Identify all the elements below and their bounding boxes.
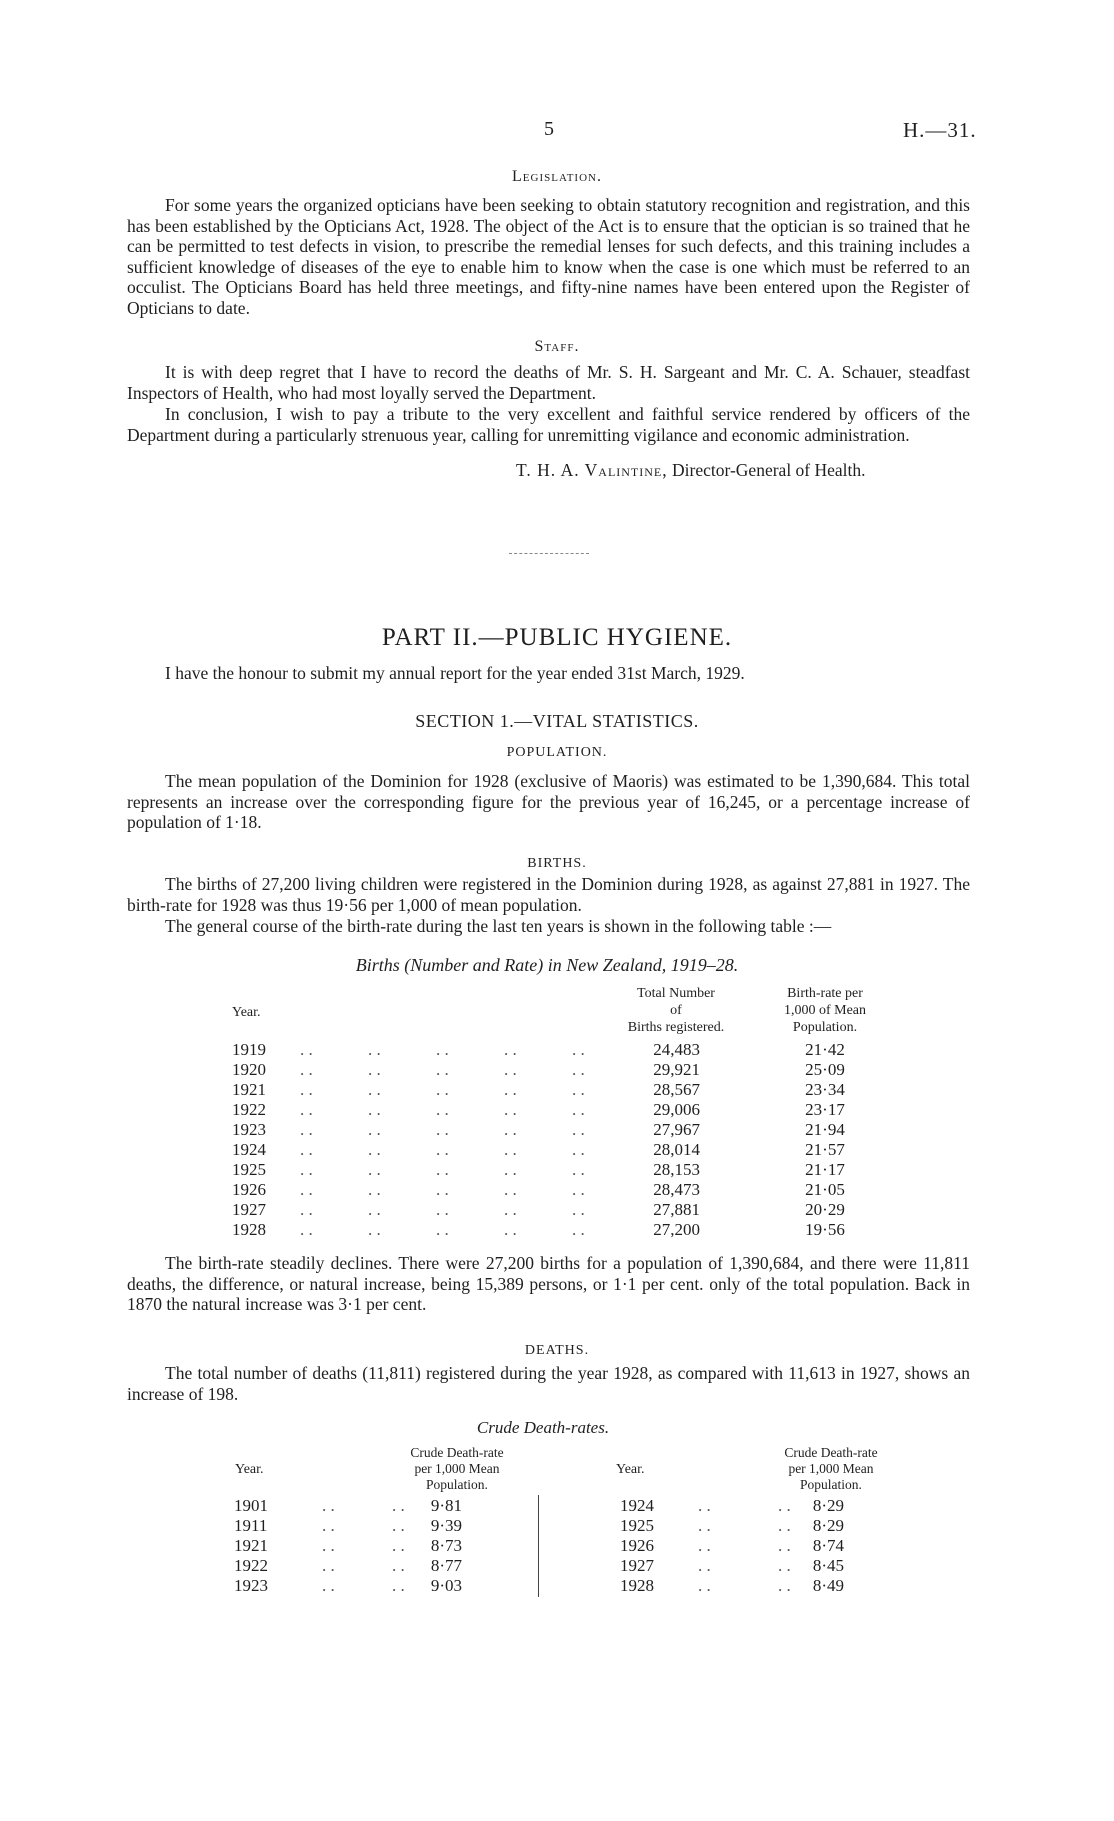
death-table bbox=[232, 1445, 912, 1605]
leader-dots: . . bbox=[392, 1536, 405, 1555]
page-number: 5 bbox=[544, 118, 554, 140]
row-year-left: 1921 bbox=[234, 1536, 268, 1555]
table-row bbox=[232, 1200, 892, 1220]
deaths-paragraph: The total number of deaths (11,811) registered during the year 1928, as compared with 11,613 in 1927, shows an increase of 198. bbox=[127, 1363, 970, 1404]
leader-dots: . . bbox=[300, 1080, 313, 1099]
death-col-rate-left-line-1: Crude Death-rate bbox=[410, 1445, 504, 1460]
births-col-rate bbox=[762, 985, 888, 1036]
leader-dots: . . bbox=[698, 1536, 711, 1555]
leader-dots: . . bbox=[300, 1140, 313, 1159]
row-rate-left: 9·39 bbox=[430, 1516, 462, 1535]
leader-dots: . . bbox=[300, 1100, 313, 1119]
row-rate: 21·94 bbox=[805, 1120, 845, 1139]
table-row bbox=[232, 1576, 912, 1596]
leader-dots: . . bbox=[698, 1516, 711, 1535]
death-col-year-left: Year. bbox=[235, 1462, 264, 1477]
leader-dots: . . bbox=[778, 1556, 791, 1575]
deaths-heading: DEATHS. bbox=[524, 1343, 590, 1358]
part-intro: I have the honour to submit my annual report for the year ended 31st March, 1929. bbox=[165, 663, 745, 683]
births-paragraph: The births of 27,200 living children were registered in the Dominion during 1928, as against 27,881 in 1927. The birth-rate for 1928 was thus 19·56 per 1,000 of mean population. bbox=[127, 874, 970, 915]
leader-dots: . . bbox=[504, 1040, 517, 1059]
leader-dots: . . bbox=[436, 1100, 449, 1119]
row-rate-left: 9·81 bbox=[430, 1496, 462, 1515]
leader-dots: . . bbox=[300, 1060, 313, 1079]
leader-dots: . . bbox=[300, 1160, 313, 1179]
leader-dots: . . bbox=[368, 1120, 381, 1139]
staff-heading: Staff. bbox=[534, 338, 580, 355]
table-row bbox=[232, 1040, 892, 1060]
leader-dots: . . bbox=[322, 1556, 335, 1575]
row-rate: 21·57 bbox=[805, 1140, 845, 1159]
births-table-intro: The general course of the birth-rate during the last ten years is shown in the following table :— bbox=[165, 916, 832, 936]
table-row bbox=[232, 1120, 892, 1140]
table-row bbox=[232, 1536, 912, 1556]
leader-dots: . . bbox=[504, 1200, 517, 1219]
row-year-left: 1923 bbox=[234, 1576, 268, 1595]
row-year-right: 1925 bbox=[620, 1516, 654, 1535]
births-col-total-line-2: of bbox=[670, 1003, 682, 1018]
leader-dots: . . bbox=[368, 1040, 381, 1059]
death-col-year-right: Year. bbox=[616, 1462, 645, 1477]
leader-dots: . . bbox=[368, 1200, 381, 1219]
leader-dots: . . bbox=[778, 1516, 791, 1535]
births-followup-paragraph: The birth-rate steadily declines. There were 27,200 births for a population of 1,390,684, and there were 11,811 deaths, the difference, or natural increase, being 15,389 persons, or 1·1 per cent. only of the total population. Back in 1870 the natural increase was 3·1 per cent. bbox=[127, 1253, 970, 1314]
leader-dots: . . bbox=[572, 1220, 585, 1239]
row-year: 1919 bbox=[232, 1040, 266, 1059]
staff-paragraph: It is with deep regret that I have to record the deaths of Mr. S. H. Sargeant and Mr. C. A. Schauer, steadfast Inspectors of Health, who had most loyally served the Department. bbox=[127, 362, 970, 403]
leader-dots: . . bbox=[392, 1576, 405, 1595]
leader-dots: . . bbox=[504, 1140, 517, 1159]
births-col-total bbox=[606, 985, 746, 1036]
table-row bbox=[232, 1060, 892, 1080]
row-rate-right: 8·29 bbox=[812, 1516, 844, 1535]
death-col-rate-right-line-3: Population. bbox=[800, 1477, 862, 1492]
row-rate-right: 8·29 bbox=[812, 1496, 844, 1515]
table-row bbox=[232, 1556, 912, 1576]
leader-dots: . . bbox=[392, 1516, 405, 1535]
leader-dots: . . bbox=[436, 1120, 449, 1139]
births-col-rate-line-1: Birth-rate per bbox=[787, 986, 863, 1001]
row-total: 29,921 bbox=[653, 1060, 700, 1079]
leader-dots: . . bbox=[572, 1200, 585, 1219]
signature bbox=[516, 460, 866, 481]
death-table-caption: Crude Death-rates. bbox=[476, 1418, 610, 1437]
leader-dots: . . bbox=[436, 1160, 449, 1179]
signature-name: T. H. A. Valintine, bbox=[516, 460, 668, 480]
leader-dots: . . bbox=[436, 1140, 449, 1159]
leader-dots: . . bbox=[300, 1180, 313, 1199]
leader-dots: . . bbox=[392, 1496, 405, 1515]
row-year-right: 1924 bbox=[620, 1496, 654, 1515]
births-table bbox=[232, 985, 892, 1245]
row-year: 1922 bbox=[232, 1100, 266, 1119]
row-total: 24,483 bbox=[653, 1040, 700, 1059]
row-total: 28,014 bbox=[653, 1140, 700, 1159]
death-col-rate-left-line-2: per 1,000 Mean bbox=[414, 1461, 500, 1476]
part-title: PART II.—PUBLIC HYGIENE. bbox=[381, 624, 733, 651]
row-rate: 23·17 bbox=[805, 1100, 845, 1119]
leader-dots: . . bbox=[504, 1220, 517, 1239]
births-col-total-line-3: Births registered. bbox=[627, 1020, 725, 1035]
leader-dots: . . bbox=[504, 1120, 517, 1139]
row-total: 27,200 bbox=[653, 1220, 700, 1239]
row-rate: 21·05 bbox=[805, 1180, 845, 1199]
row-rate-left: 9·03 bbox=[430, 1576, 462, 1595]
leader-dots: . . bbox=[504, 1160, 517, 1179]
row-total: 27,881 bbox=[653, 1200, 700, 1219]
row-rate-left: 8·77 bbox=[430, 1556, 462, 1575]
row-rate: 20·29 bbox=[805, 1200, 845, 1219]
births-table-caption: Births (Number and Rate) in New Zealand, 1919–28. bbox=[355, 955, 739, 975]
leader-dots: . . bbox=[436, 1080, 449, 1099]
leader-dots: . . bbox=[572, 1160, 585, 1179]
row-total: 27,967 bbox=[653, 1120, 700, 1139]
leader-dots: . . bbox=[572, 1120, 585, 1139]
leader-dots: . . bbox=[368, 1160, 381, 1179]
row-rate: 25·09 bbox=[805, 1060, 845, 1079]
row-year-right: 1927 bbox=[620, 1556, 654, 1575]
leader-dots: . . bbox=[322, 1496, 335, 1515]
row-year-right: 1928 bbox=[620, 1576, 654, 1595]
row-year: 1926 bbox=[232, 1180, 266, 1199]
row-rate: 23·34 bbox=[805, 1080, 845, 1099]
births-col-total-line-1: Total Number bbox=[637, 986, 715, 1001]
leader-dots: . . bbox=[368, 1080, 381, 1099]
death-col-rate-right-line-1: Crude Death-rate bbox=[784, 1445, 878, 1460]
row-rate-left: 8·73 bbox=[430, 1536, 462, 1555]
leader-dots: . . bbox=[572, 1100, 585, 1119]
leader-dots: . . bbox=[572, 1060, 585, 1079]
leader-dots: . . bbox=[778, 1576, 791, 1595]
population-paragraph: The mean population of the Dominion for 1928 (exclusive of Maoris) was estimated to be 1,390,684. This total represents an increase over the corresponding figure for the previous year of 16,245, or a percentage increase of population of 1·18. bbox=[127, 771, 970, 832]
table-row bbox=[232, 1100, 892, 1120]
table-row bbox=[232, 1516, 912, 1536]
death-col-rate-right bbox=[756, 1445, 906, 1493]
leader-dots: . . bbox=[698, 1496, 711, 1515]
leader-dots: . . bbox=[572, 1040, 585, 1059]
table-row bbox=[232, 1220, 892, 1240]
leader-dots: . . bbox=[300, 1040, 313, 1059]
death-col-rate-left bbox=[382, 1445, 532, 1493]
leader-dots: . . bbox=[504, 1080, 517, 1099]
leader-dots: . . bbox=[322, 1536, 335, 1555]
leader-dots: . . bbox=[300, 1200, 313, 1219]
leader-dots: . . bbox=[300, 1220, 313, 1239]
row-year: 1925 bbox=[232, 1160, 266, 1179]
leader-dots: . . bbox=[392, 1556, 405, 1575]
leader-dots: . . bbox=[368, 1220, 381, 1239]
births-col-rate-line-3: Population. bbox=[792, 1020, 858, 1035]
conclusion-paragraph: In conclusion, I wish to pay a tribute to the very excellent and faithful service rendered by officers of the Department during a particularly strenuous year, calling for unremitting vigilance and economic administration. bbox=[127, 404, 970, 445]
legislation-paragraph: For some years the organized opticians have been seeking to obtain statutory recognition and registration, and this has been established by the Opticians Act, 1928. The object of the Act is to ensure that the optician is so trained that he can be permitted to test defects in vision, to prescribe the remedial lenses for such defects, and this training includes a sufficient knowledge of diseases of the eye to enable him to know when the case is one which must be referred to an occulist. The Opticians Board has held three meetings, and fifty-nine names have been entered upon the Register of Opticians to date. bbox=[127, 195, 970, 318]
row-total: 29,006 bbox=[653, 1100, 700, 1119]
leader-dots: . . bbox=[436, 1220, 449, 1239]
leader-dots: . . bbox=[778, 1496, 791, 1515]
births-col-rate-line-2: 1,000 of Mean bbox=[783, 1003, 867, 1018]
row-total: 28,473 bbox=[653, 1180, 700, 1199]
signature-title: Director-General of Health. bbox=[672, 460, 866, 480]
population-heading: POPULATION. bbox=[506, 745, 608, 760]
row-year-left: 1911 bbox=[234, 1516, 268, 1535]
row-rate-right: 8·45 bbox=[812, 1556, 844, 1575]
leader-dots: . . bbox=[572, 1080, 585, 1099]
leader-dots: . . bbox=[504, 1180, 517, 1199]
row-total: 28,153 bbox=[653, 1160, 700, 1179]
death-col-rate-left-line-3: Population. bbox=[426, 1477, 488, 1492]
leader-dots: . . bbox=[322, 1576, 335, 1595]
leader-dots: . . bbox=[368, 1100, 381, 1119]
row-year: 1923 bbox=[232, 1120, 266, 1139]
table-row bbox=[232, 1160, 892, 1180]
row-rate: 21·42 bbox=[805, 1040, 845, 1059]
leader-dots: . . bbox=[436, 1180, 449, 1199]
row-year: 1920 bbox=[232, 1060, 266, 1079]
row-year: 1927 bbox=[232, 1200, 266, 1219]
row-year-right: 1926 bbox=[620, 1536, 654, 1555]
document-reference: H.—31. bbox=[903, 118, 977, 142]
leader-dots: . . bbox=[322, 1516, 335, 1535]
leader-dots: . . bbox=[436, 1200, 449, 1219]
leader-dots: . . bbox=[504, 1060, 517, 1079]
leader-dots: . . bbox=[698, 1556, 711, 1575]
table-row bbox=[232, 1180, 892, 1200]
row-total: 28,567 bbox=[653, 1080, 700, 1099]
row-rate: 19·56 bbox=[805, 1220, 845, 1239]
section-divider bbox=[509, 553, 589, 554]
leader-dots: . . bbox=[572, 1180, 585, 1199]
row-year: 1928 bbox=[232, 1220, 266, 1239]
table-row bbox=[232, 1080, 892, 1100]
leader-dots: . . bbox=[368, 1180, 381, 1199]
leader-dots: . . bbox=[504, 1100, 517, 1119]
row-rate-right: 8·49 bbox=[812, 1576, 844, 1595]
leader-dots: . . bbox=[300, 1120, 313, 1139]
row-rate-right: 8·74 bbox=[812, 1536, 844, 1555]
row-year-left: 1922 bbox=[234, 1556, 268, 1575]
table-row bbox=[232, 1140, 892, 1160]
row-rate: 21·17 bbox=[805, 1160, 845, 1179]
death-col-rate-right-line-2: per 1,000 Mean bbox=[788, 1461, 874, 1476]
leader-dots: . . bbox=[368, 1060, 381, 1079]
leader-dots: . . bbox=[368, 1140, 381, 1159]
section-title: SECTION 1.—VITAL STATISTICS. bbox=[415, 711, 699, 731]
table-row bbox=[232, 1496, 912, 1516]
row-year: 1924 bbox=[232, 1140, 266, 1159]
row-year: 1921 bbox=[232, 1080, 266, 1099]
legislation-heading: Legislation. bbox=[512, 168, 602, 185]
row-year-left: 1901 bbox=[234, 1496, 268, 1515]
births-heading: BIRTHS. bbox=[527, 856, 587, 871]
leader-dots: . . bbox=[698, 1576, 711, 1595]
births-col-year: Year. bbox=[232, 1005, 261, 1020]
leader-dots: . . bbox=[436, 1060, 449, 1079]
leader-dots: . . bbox=[572, 1140, 585, 1159]
leader-dots: . . bbox=[436, 1040, 449, 1059]
leader-dots: . . bbox=[778, 1536, 791, 1555]
